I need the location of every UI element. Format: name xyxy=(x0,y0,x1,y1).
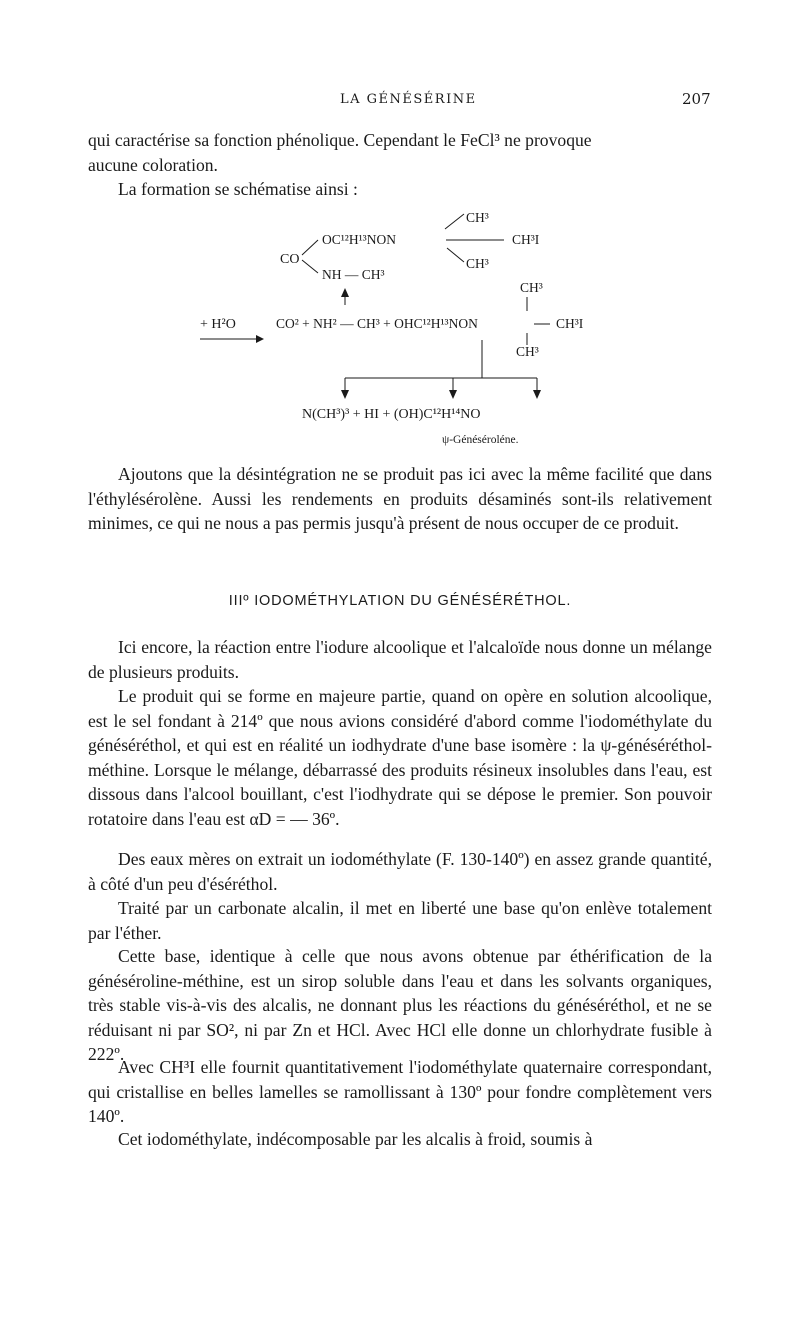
scheme-ch3-lower: CH³ xyxy=(466,256,489,271)
scheme-ch3i-top: CH³I xyxy=(512,232,540,247)
bond-down xyxy=(447,248,464,262)
arrow-down-1-head xyxy=(341,390,349,399)
scheme-final-products: N(CH³)³ + HI + (OH)C¹²H¹⁴NO xyxy=(302,407,481,422)
scheme-ch3-top: CH³ xyxy=(466,210,489,225)
scheme-ch3-right-bottom: CH³ xyxy=(516,344,539,359)
scheme-co: CO xyxy=(280,252,300,267)
scheme-oc-group: OC¹²H¹³NON xyxy=(322,232,396,247)
intro-line-2: aucune coloration. xyxy=(88,154,218,175)
reaction-arrow-head xyxy=(256,335,264,343)
paragraph-4: Des eaux mères on extrait un iodométhylate (F. 130-140º) en assez grande quantité, à côté d'un peu d'éséréthol. xyxy=(88,849,712,894)
scheme-product-line: CO² + NH² — CH³ + OHC¹²H¹³NON xyxy=(276,316,478,331)
bond-co-lower xyxy=(302,260,318,273)
scheme-ch3-right-top: CH³ xyxy=(520,280,543,295)
scheme-reagent-water: + H²O xyxy=(200,317,236,332)
scheme-intro: La formation se schématise ainsi : xyxy=(118,179,358,199)
scheme-final-label: ψ-Généséroléne. xyxy=(442,434,519,446)
reaction-scheme xyxy=(0,0,800,460)
paragraph-1: Ajoutons que la désintégration ne se produit pas ici avec la même facilité que dans l'éthylésérolène. Aussi les rendements en produits désaminés sont-ils relativement minimes, ce qui ne nous a pas permis jusqu'à présent de nous occuper de ce produit. xyxy=(88,464,712,533)
paragraph-5: Traité par un carbonate alcalin, il met en liberté une base qu'on enlève totalement par l'éther. xyxy=(88,898,712,943)
intro-line-1: qui caractérise sa fonction phénolique. Cependant le FeCl³ ne provoque xyxy=(88,130,592,150)
bond-co-upper xyxy=(302,240,318,255)
running-header: LA GÉNÉSÉRINE xyxy=(340,92,477,107)
bond-up xyxy=(445,214,464,229)
paragraph-2: Ici encore, la réaction entre l'iodure alcoolique et l'alcaloïde nous donne un mélange de plusieurs produits. xyxy=(88,637,712,682)
scheme-ch3i-right: CH³I xyxy=(556,316,584,331)
arrow-down-3-head xyxy=(533,390,541,399)
section-title: IIIº IODOMÉTHYLATION DU GÉNÉSÉRÉTHOL. xyxy=(228,593,572,609)
paragraph-6: Cette base, identique à celle que nous avons obtenue par éthérification de la généséroline-méthine, est un sirop soluble dans l'eau et dans les solvants organiques, très stable vis-à-vis des alcalis, ne donnant plus les réactions du généséréthol, et ne se réduisant ni par SO², ni par Zn et HCl. Avec HCl elle donne un chlorhydrate fusible à 222º. xyxy=(88,946,712,1064)
arrow-down-2-head xyxy=(449,390,457,399)
paragraph-8: Cet iodométhylate, indécomposable par les alcalis à froid, soumis à xyxy=(118,1129,593,1149)
paragraph-3: Le produit qui se forme en majeure partie, quand on opère en solution alcoolique, est le sel fondant à 214º que nous avions considéré d'abord comme l'iodométhylate du généséréthol, et qui est en réalité un iodhydrate d'une base isomère : la ψ-généséréthol-méthine. Lorsque le mélange, débarrassé des produits résineux insolubles dans l'eau, est dissous dans l'alcool bouillant, c'est l'iodhydrate qui se dépose le premier. Son pouvoir rotatoire dans l'eau est αD = — 36º. xyxy=(88,686,712,829)
paragraph-7: Avec CH³I elle fournit quantitativement l'iodométhylate quaternaire correspondant, qui cristallise en belles lamelles se ramollissant à 130º pour fondre complètement vers 140º. xyxy=(88,1057,712,1126)
scheme-nh-ch3: NH — CH³ xyxy=(322,267,385,282)
page-number: 207 xyxy=(682,90,711,108)
arrow-up-head xyxy=(341,288,349,297)
